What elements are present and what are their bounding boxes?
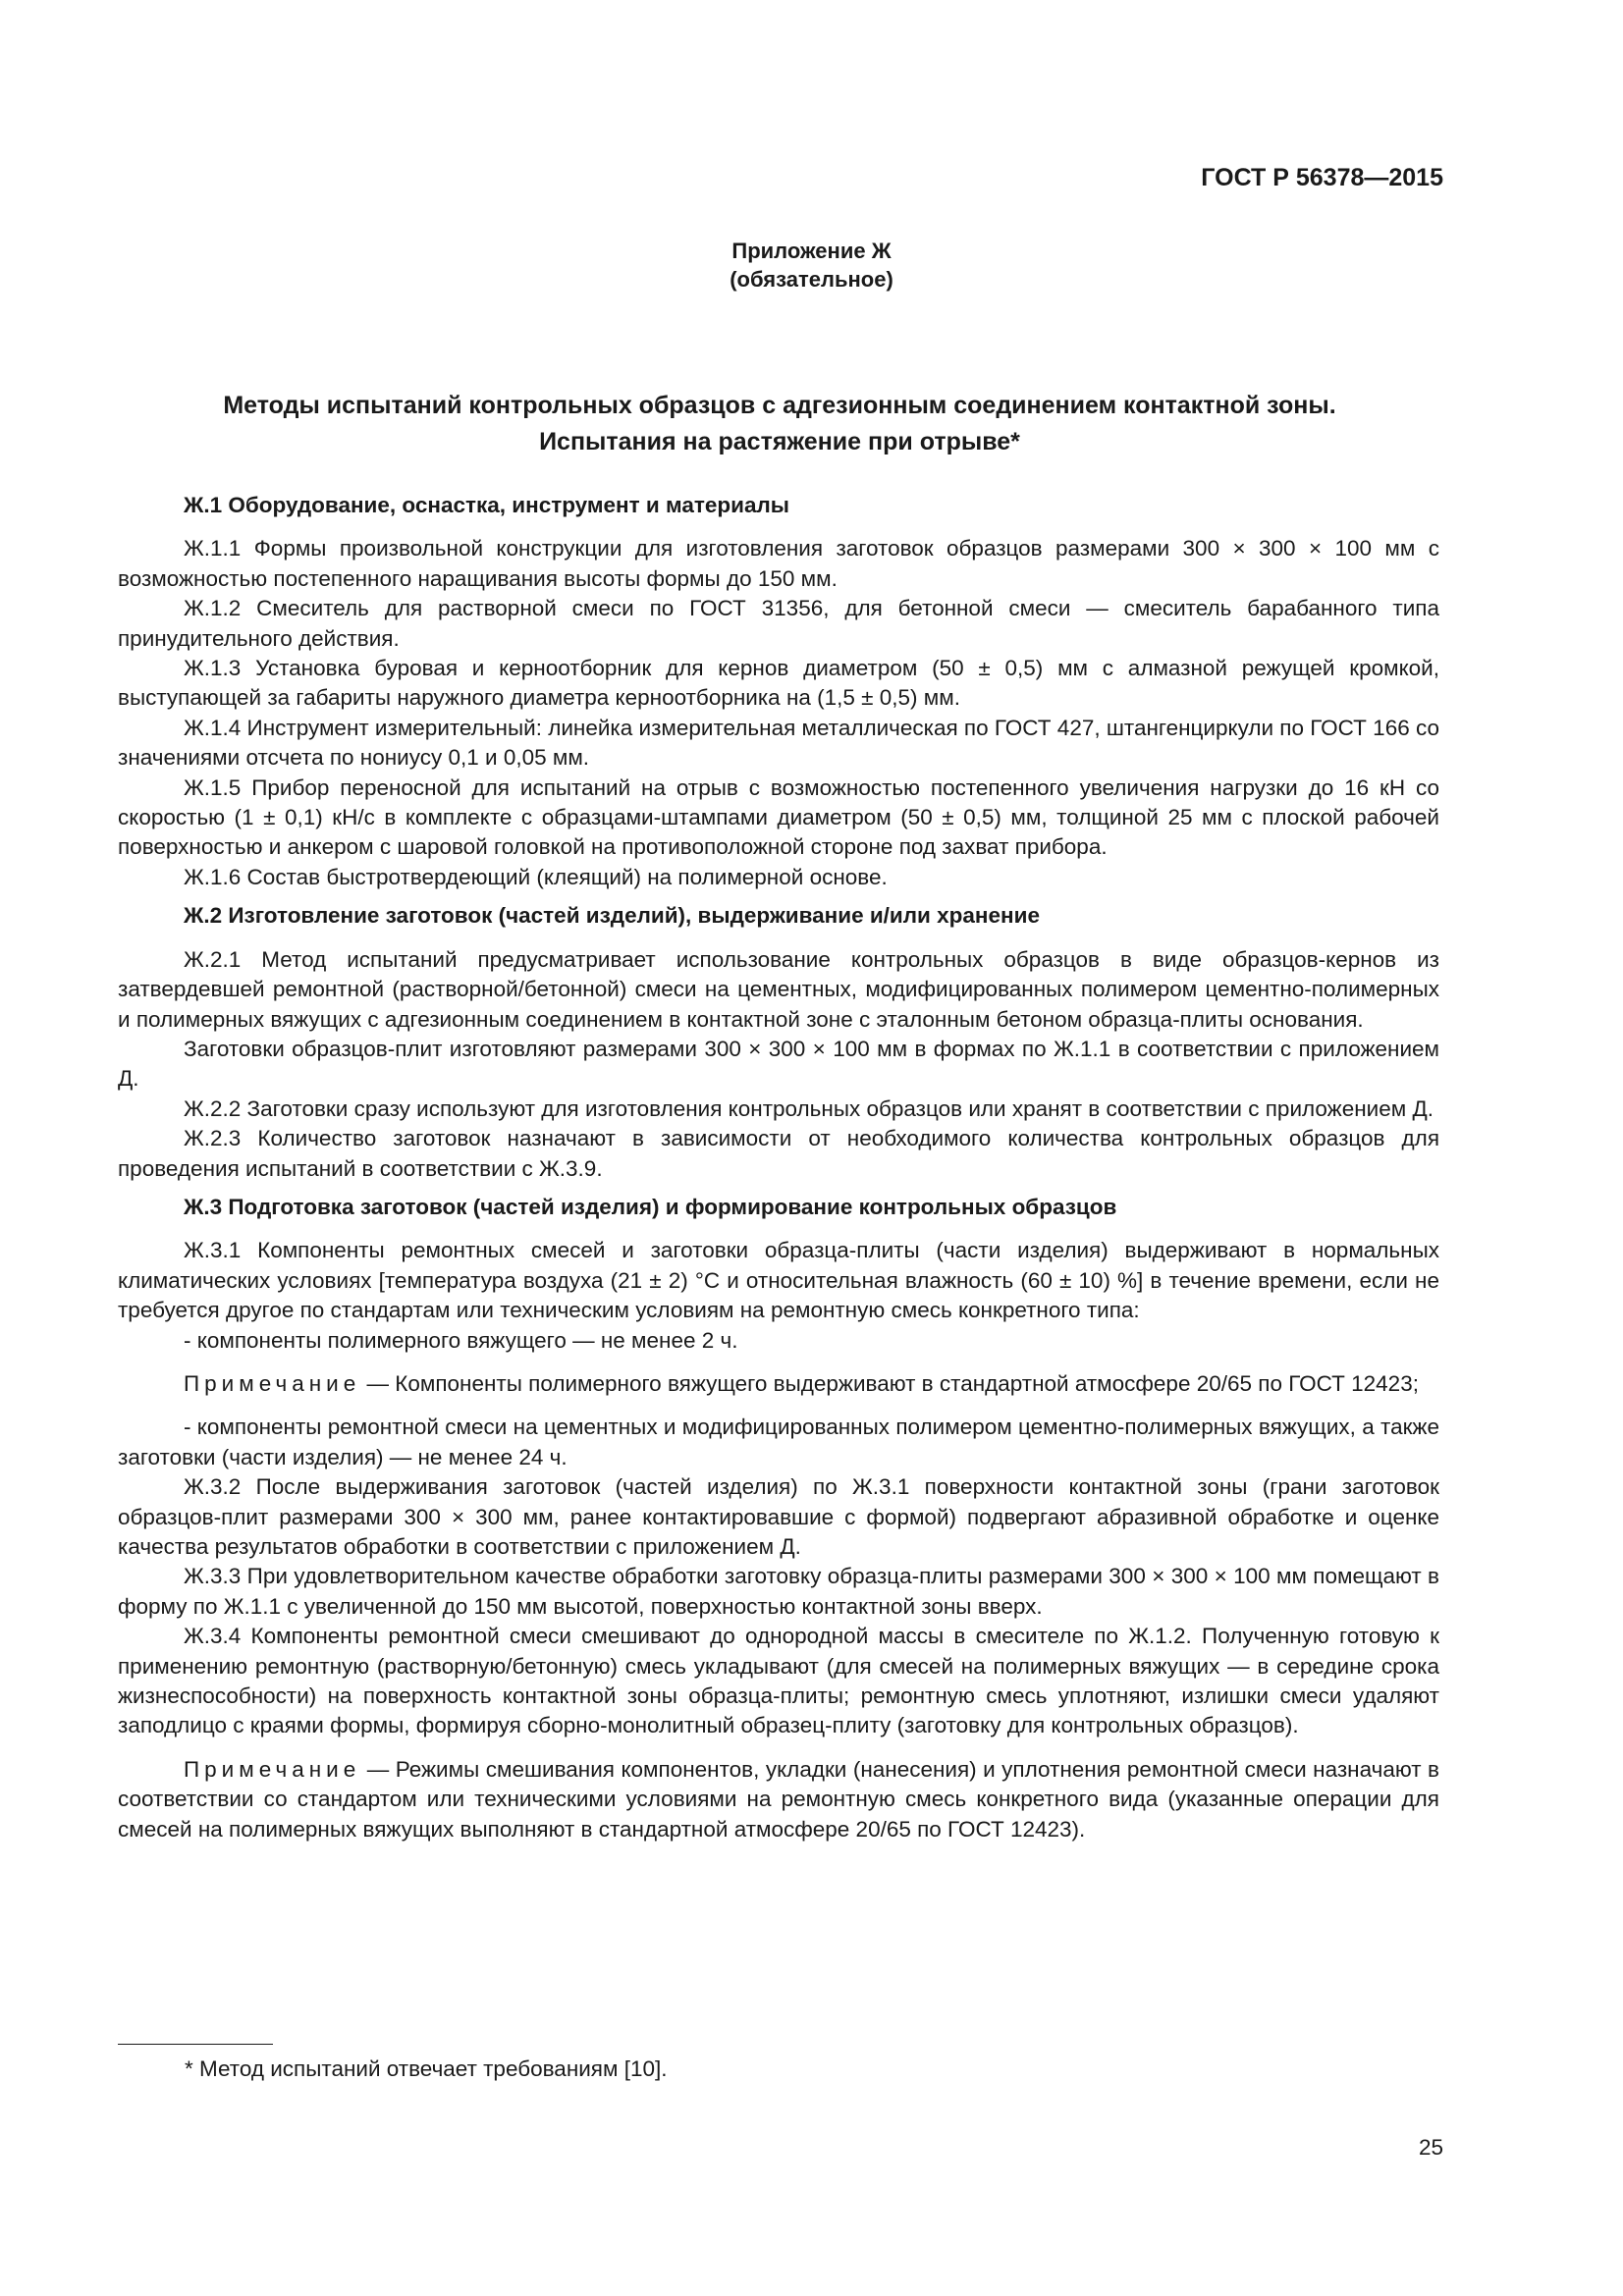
paragraph: Ж.3.1 Компоненты ремонтных смесей и заготовки образца-плиты (части изделия) выдерживают в нормальных климатических условиях [температура воздуха (21 ± 2) °С и относительная влажность (60 ± 10) %] в течение времени, если не требуется другое по стандартам или техническим условиям на ремонтную смесь конкретного типа: — [118, 1238, 1439, 1323]
footnote: * Метод испытаний отвечает требованиям [10]. — [185, 2056, 668, 2081]
paragraph: Ж.1.1 Формы произвольной конструкции для изготовления заготовок образцов размерами 300 × 300 × 100 мм с возможностью постепенного наращивания высоты формы до 150 мм. — [118, 536, 1439, 591]
page-number: 25 — [1418, 2135, 1443, 2160]
appendix-title: Приложение Ж — [731, 239, 892, 263]
appendix-status: (обязательное) — [730, 267, 893, 292]
document-code: ГОСТ Р 56378—2015 — [1201, 164, 1443, 191]
section-heading-2: Ж.2 Изготовление заготовок (частей изделий), выдерживание и/или хранение — [184, 903, 1040, 929]
paragraph: Ж.1.3 Установка буровая и керноотборник для кернов диаметром (50 ± 0,5) мм с алмазной режущей кромкой, выступающей за габариты наружного диаметра керноотборника на (1,5 ± 0,5) мм. — [118, 656, 1439, 711]
paragraph: Ж.1.4 Инструмент измерительный: линейка измерительная металлическая по ГОСТ 427, штангенциркули по ГОСТ 166 со значениями отсчета по нониусу 0,1 и 0,05 мм. — [118, 715, 1439, 771]
list-item: - компоненты ремонтной смеси на цементных и модифицированных полимером цементно-полимерных вяжущих, а также заготовки (части изделия) — не менее 24 ч. — [118, 1415, 1439, 1469]
note — [118, 1755, 1439, 1844]
list-item: - компоненты полимерного вяжущего — не менее 2 ч. — [184, 1327, 738, 1353]
section-heading-1: Ж.1 Оборудование, оснастка, инструмент и материалы — [184, 493, 789, 517]
footnote-divider — [118, 2044, 273, 2045]
paragraph: Ж.2.2 Заготовки сразу используют для изготовления контрольных образцов или хранят в соответствии с приложением Д. — [184, 1095, 1434, 1121]
paragraph: Ж.1.5 Прибор переносной для испытаний на отрыв с возможностью постепенного увеличения нагрузки до 16 кН со скоростью (1 ± 0,1) кН/с в комплекте с образцами-штампами диаметром (50 ± 0,5) мм, толщиной 25 мм с плоской рабочей поверхностью и анкером с шаровой головкой на противоположной стороне под захват прибора. — [118, 774, 1439, 860]
title-line-1: Методы испытаний контрольных образцов с адгезионным соединением контактной зоны. — [223, 392, 1336, 419]
paragraph: Заготовки образцов-плит изготовляют размерами 300 × 300 × 100 мм в формах по Ж.1.1 в соответствии с приложением Д. — [118, 1036, 1439, 1092]
paragraph: Ж.2.3 Количество заготовок назначают в зависимости от необходимого количества контрольных образцов для проведения испытаний в соответствии с Ж.3.9. — [118, 1126, 1439, 1181]
paragraph: Ж.1.6 Состав быстротвердеющий (клеящий) на полимерной основе. — [184, 864, 888, 889]
note-text: — Компоненты полимерного вяжущего выдерживают в стандартной атмосфере 20/65 по ГОСТ 12423; — [366, 1370, 1419, 1396]
document-body — [118, 491, 1439, 1844]
section-heading-3: Ж.3 Подготовка заготовок (частей изделия) и формирование контрольных образцов — [184, 1194, 1117, 1219]
paragraph: Ж.1.2 Смеситель для растворной смеси по ГОСТ 31356, для бетонной смеси — смеситель барабанного типа принудительного действия. — [118, 596, 1439, 651]
note-text: — Режимы смешивания компонентов, укладки (нанесения) и уплотнения ремонтной смеси назначают в соответствии со стандартом или техническими условиями на ремонтную смесь конкретного вида (указанные операции для смесей на полимерных вяжущих выполняют в стандартной атмосфере 20/65 по ГОСТ 12423). — [118, 1756, 1439, 1842]
title-line-2: Испытания на растяжение при отрыве* — [539, 428, 1020, 455]
paragraph: Ж.3.3 При удовлетворительном качестве обработки заготовку образца-плиты размерами 300 × 300 × 100 мм помещают в форму по Ж.1.1 с увеличенной до 150 мм высотой, поверхностью контактной зоны вверх. — [118, 1564, 1439, 1619]
paragraph: Ж.2.1 Метод испытаний предусматривает использование контрольных образцов в виде образцов-кернов из затвердевшей ремонтной (растворной/бетонной) смеси на цементных, модифицированных полимером цементно-полимерных и полимерных вяжущих с адгезионным соединением в контактной зоне с эталонным бетоном образца-плиты основания. — [118, 946, 1439, 1032]
note — [118, 1369, 1439, 1399]
paragraph: Ж.3.4 Компоненты ремонтной смеси смешивают до однородной массы в смесителе по Ж.1.2. Полученную готовую к применению ремонтную (растворную/бетонную) смесь укладывают (для смесей на полимерных вяжущих — в середине срока жизнеспособности) на поверхность контактной зоны образца-плиты; ремонтную смесь уплотняют, излишки смеси удаляют заподлицо с краями формы, формируя сборно-монолитный образец-плиту (заготовку для контрольных образцов). — [118, 1624, 1439, 1738]
document-title — [118, 388, 1441, 460]
paragraph: Ж.3.2 После выдерживания заготовок (частей изделия) по Ж.3.1 поверхности контактной зоны (грани заготовок образцов-плит размерами 300 × 300 мм, ранее контактировавшие с формой) подвергают абразивной обработке и оценке качества результатов обработки в соответствии с приложением Д. — [118, 1474, 1439, 1559]
note-label: Примечание — [184, 1756, 361, 1782]
note-label: Примечание — [184, 1370, 361, 1396]
